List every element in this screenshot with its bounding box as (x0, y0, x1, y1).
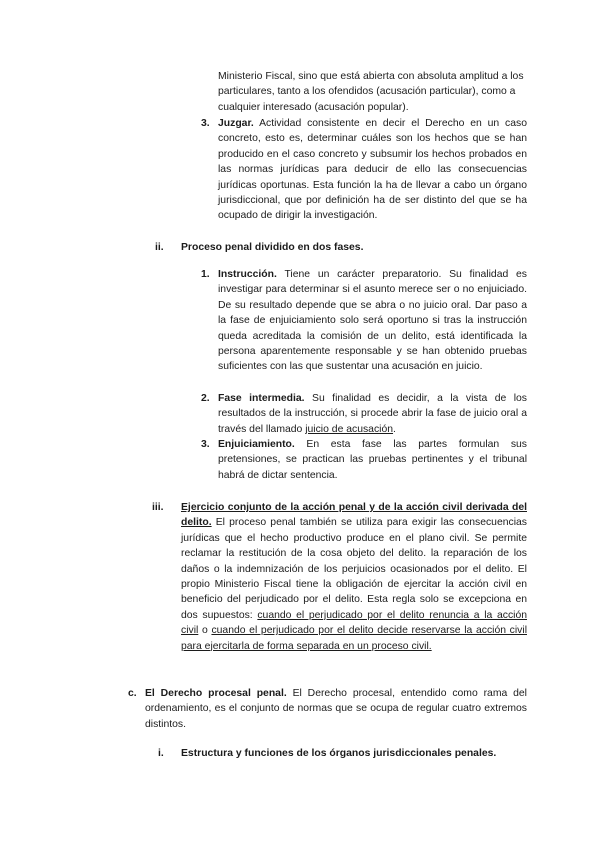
list-marker-2: 2. (201, 393, 210, 404)
section-ii-marker: ii. (155, 242, 164, 253)
section-c-text: El Derecho procesal, entendido como rama del ordenamiento, es el conjunto de normas que se ocupa de regular cuatro extremos distintos. (145, 688, 527, 730)
continuation-paragraph: Ministerio Fiscal, sino que está abierta con absoluta amplitud a los particulares, tanto a los ofendidos (acusación particular), como a cualquier interesado (acusación popular). (218, 71, 524, 113)
section-iii-text: El proceso penal también se utiliza para exigir las consecuencias jurídicas que el hecho productivo produce en el plano civil. Se permite reclamar la restitución de la cosa objeto del delito. la reparación de los daños o la indemnización de los perjuicios ocasionados por el delito. El propio Ministerio Fiscal tiene la obligación de ejercitar la acción civil en beneficio del perjudicado por el delito. Esta regla solo se excepciona en dos supuestos: (181, 517, 527, 621)
section-iii-heading: Ejercicio conjunto de la acción penal y de la acción civil derivada del delito. (181, 502, 527, 529)
juicio-de-acusacion-link[interactable]: juicio de acusación (305, 423, 394, 435)
section-c-marker: c. (128, 688, 137, 699)
item-title: Juzgar. (218, 118, 254, 129)
section-iii-marker: iii. (152, 502, 164, 513)
item-text: Actividad consistente en decir el Derecho en un caso concreto, esto es, determinar cuáles son los hechos que se han producido en el caso concreto y subsumir los hechos probados en las normas jurídicas para deducir de ello las consecuencias jurídicas oportunas. Esta función la ha de llevar a cabo un órgano jurisdiccional, que por definición ha de ser distinto del que se ha ocupado de dirigir la investigación. (218, 118, 527, 222)
list-item-enjuiciamiento (218, 437, 527, 483)
list-marker-3: 3. (201, 118, 210, 129)
list-marker-1: 1. (201, 269, 210, 280)
section-c-i-heading: Estructura y funciones de los órganos jurisdiccionales penales. (181, 748, 497, 759)
list-item-instruccion (218, 267, 527, 375)
item-text-end: . (393, 423, 396, 435)
underlined-case-2: cuando el perjudicado por el delito decide reservarse la acción civil para ejercitarla de forma separada en un proceso civil. (181, 625, 527, 652)
list-item-juzgar (218, 116, 527, 224)
section-ii-heading: Proceso penal dividido en dos fases. (181, 242, 364, 253)
item-title: Instrucción. (218, 269, 277, 280)
section-iii-paragraph (181, 500, 527, 654)
section-c-paragraph (145, 686, 527, 732)
item-title: Fase intermedia. (218, 393, 305, 404)
item-title: Enjuiciamiento. (218, 439, 295, 450)
item-text: Tiene un carácter preparatorio. Su finalidad es investigar para determinar si el asunto merece ser o no enjuiciado. De su resultado depende que se abra o no juicio oral. Dar paso a la fase de enjuiciamiento solo será oportuno si tras la instrucción queda acreditada la comisión de un delito, está identificada la persona aparentemente responsable y se han obtenido pruebas suficientes con las que sustentar una acusación en juicio. (218, 269, 527, 373)
underlined-case-1: cuando el perjudicado por el delito renuncia a la acción civil (181, 609, 528, 637)
item-text: Su finalidad es decidir, a la vista de los resultados de la instrucción, si procede abrir la fase de juicio oral a través del llamado (218, 393, 527, 435)
list-marker-3b: 3. (201, 439, 210, 450)
section-c-i-marker: i. (158, 748, 164, 759)
item-text: En esta fase las partes formulan sus pretensiones, se practican las pruebas pertinentes y el tribunal habrá de dictar sentencia. (218, 439, 527, 481)
list-item-fase-intermedia (218, 391, 527, 437)
section-c-heading: El Derecho procesal penal. (145, 688, 287, 699)
connector-text: o (198, 625, 212, 637)
